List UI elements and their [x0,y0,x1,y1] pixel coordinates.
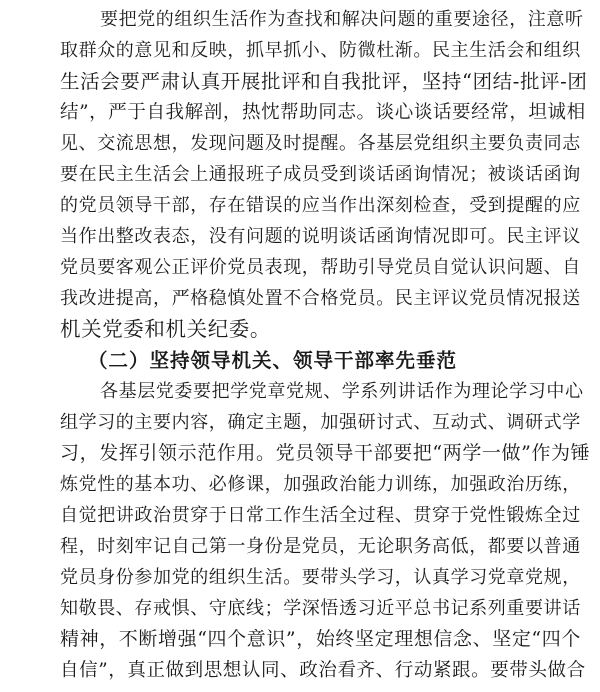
paragraph-line: 机关党委和机关纪委。 [60,317,271,341]
paragraph-line: 的党员领导干部，存在错误的应当作出深刻检查，受到提醒的应 [60,195,581,216]
paragraph-line: 组学习的主要内容，确定主题，加强研讨式、互动式、调研式学 [60,412,581,433]
paragraph-line: 要把党的组织生活作为查找和解决问题的重要途径，注意听 [100,9,584,30]
paragraph-line: 党员要客观公正评价党员表现，帮助引导党员自觉认识问题、自 [60,257,581,278]
paragraph-line: 取群众的意见和反映，抓早抓小、防微杜渐。民主生活会和组织 [60,40,581,61]
paragraph-line: 炼党性的基本功、必修课，加强政治能力训练，加强政治历练， [60,474,581,495]
paragraph-line: 党员身份参加党的组织生活。要带头学习，认真学习党章党规， [60,567,581,588]
paragraph-line: 知敬畏、存戒惧、守底线；学深悟透习近平总书记系列重要讲话 [60,598,581,619]
section-heading: （二）坚持领导机关、领导干部率先垂范 [88,349,458,372]
paragraph-line: 我改进提高，严格稳慎处置不合格党员。民主评议党员情况报送 [60,288,581,309]
paragraph-line: 各基层党委要把学党章党规、学系列讲话作为理论学习中心 [100,381,584,402]
paragraph-line: 自信”，真正做到思想认同、政治看齐、行动紧跟。要带头做合 [60,660,586,681]
paragraph-line: 习，发挥引领示范作用。党员领导干部要把“两学一做”作为锤 [60,442,591,464]
paragraph-line: 当作出整改表态，没有问题的说明谈话函询情况即可。民主评议 [60,226,581,247]
paragraph-line: 生活会要严肃认真开展批评和自我批评，坚持“团结-批评-团 [60,70,588,93]
paragraph-line: 结”，严于自我解剖，热忱帮助同志。谈心谈话要经常，坦诚相 [60,102,586,123]
paragraph-line: 要在民主生活会上通报班子成员受到谈话函询情况；被谈话函询 [60,164,581,185]
paragraph-line: 见、交流思想，发现问题及时提醒。各基层党组织主要负责同志 [60,133,581,154]
paragraph-line: 自觉把讲政治贯穿于日常工作生活全过程、贯穿于党性锻炼全过 [60,505,581,526]
paragraph-line: 精神，不断增强“四个意识”，始终坚定理想信念、坚定“四个 [60,628,581,650]
paragraph-line: 程，时刻牢记自己第一身份是党员，无论职务高低，都要以普通 [60,536,581,557]
